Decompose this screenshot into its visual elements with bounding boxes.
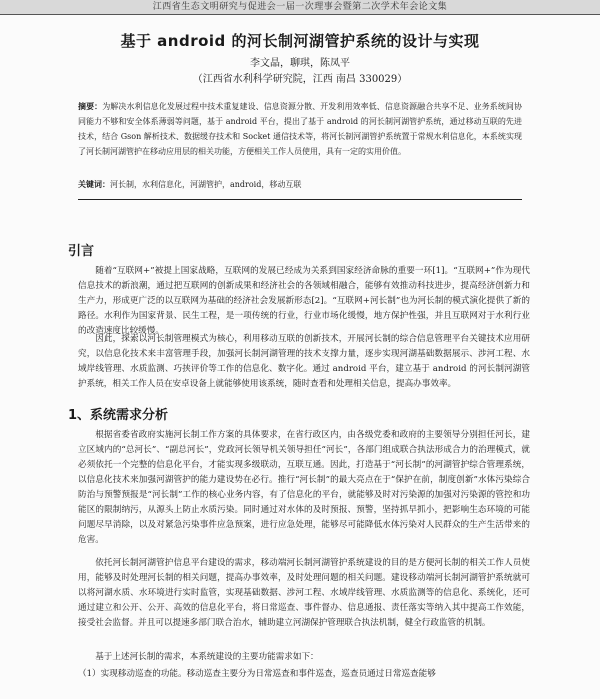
requirements-list-item-1: （1）实现移动巡查的功能。移动巡查主要分为日常巡查和事件巡查，巡查员通过日常巡查能够 bbox=[78, 669, 436, 679]
requirements-paragraph-2: 依托河长制河湖管护信息平台建设的需求，移动端河长制河湖管护系统建设的目的是方便河长制的相关工作人员使用，能够及时处理河长制的相关问题，提高办事效率，及时处理问题的相关问题。建设移动端河长制河湖管护系统就可以将河湖水质、水环境进行实时监管，实现基础数据、涉河工程、水域岸线管理、水质监测等的信息化、系统化，还可通过建立和公开、公开、高效的信息化平台，将日常巡查、事件督办、信息通报、责任落实等纳入其中提高工作效能，接受社会监督。并且可以提速多部门联合治水，辅助建立河湖保护管理联合执法机制，健全行政监管的机制。 bbox=[78, 558, 530, 628]
running-head: 江西省生态文明研究与促进会一届一次理事会暨第二次学术年会论文集 bbox=[0, 0, 600, 15]
abstract-text: 为解决水利信息化发展过程中技术重复建设、信息资源分散、开发利用效率低、信息资源融合共享不足、业务系统间协同能力不够和安全体系薄弱等问题，基于 android 平台，提出了基于 android 的河长制河湖管护系统，通过移动互联的先进技术，结合 Gson 解析技术、数据缓存技术和 Socket 通信技术等，将河长制河湖管护系统置于常规水利信息化，本系统实现了河长制河湖管护在移动应用层的相关功能，方便相关工作人员使用，具有一定的实用价值。 bbox=[78, 102, 523, 156]
keywords-text: 河长制，水利信息化，河湖管护，android，移动互联 bbox=[110, 180, 302, 189]
paper-title: 基于 android 的河长制河湖管护系统的设计与实现 bbox=[120, 32, 480, 50]
requirements-paragraph-1: 根据省委省政府实施河长制工作方案的具体要求，在省行政区内，由各级党委和政府的主要领导分别担任河长，建立区域内的“总河长”、“副总河长”，党政河长领导机关领导担任“河长”，各部门组成联合执法形成合力的治理模式，就必须依托一个完整的信息化平台，才能实现多级联动，互联互通。因此，打造基于“河长制”的河湖管护综合管理系统，以信息化技术来加强河湖管护的能力建设势在必行。推行“河长制”的最大亮点在于“保护在前，制度创新”水体污染综合防治与预警预报是“河长制”工作的核心业务内容，有了信息化的平台，就能够及时对污染源的加强对污染源的管控和功能区的限制纳污，从源头上防止水质污染。同时通过对水体的及时预报、预警，坚持抓早抓小，把影响生态环境的可能问题尽早消除，以及对紧急污染事件应急预案，进行应急处理，能够尽可能降低水体污染对人民群众的生产生活带来的危害。 bbox=[78, 430, 530, 545]
section-divider bbox=[78, 199, 522, 200]
abstract-label: 摘要： bbox=[78, 101, 103, 111]
intro-paragraph-1: 随着“互联网+”被提上国家战略，互联网的发展已经成为关系到国家经济命脉的重要一环[1]。“互联网+”作为现代信息技术的新浪潮，通过把互联网的创新成果和经济社会的各领域相融合，能够有效推动科技进步，提高经济创新力和生产力，形成更广泛的以互联网为基础的经济社会发展新形态[2]。“互联网+河长制”也为河长制的模式演化提供了新的路径。水利作为国家背景、民生工程，是一项传统的行业，行业市场化缓慢，地方保护性强，并且互联网对于水利行业的改造速度比较缓慢。 bbox=[78, 266, 530, 336]
keywords-block bbox=[78, 177, 522, 192]
affiliation: （江西省水利科学研究院，江西 南昌 330029） bbox=[192, 74, 408, 85]
author-list: 李文晶，聊琪，陈凤平 bbox=[250, 58, 350, 69]
heading-introduction: 引言 bbox=[68, 244, 95, 259]
intro-paragraph-2: 因此，探索以河长制管理模式为核心，利用移动互联的创新技术，开展河长制的综合信息管理平台关键技术应用研究，以信息化技术来丰富管理手段，加强河长制河湖管理的技术支撑力量，逐步实现河湖基础数据展示、涉河工程、水域岸线管理、水质监测、巧挟评价等工作的信息化、数字化。通过 android 平台，建立基于 android 的河长制河湖管护系统，相关工作人员在安卓设备上就能够使用该系统，随时查看和处理相关信息，提高办事效率。 bbox=[78, 334, 530, 389]
heading-section-1: 1、系统需求分析 bbox=[68, 408, 169, 423]
keywords-label: 关键词： bbox=[78, 179, 110, 189]
abstract-block bbox=[78, 99, 522, 159]
requirements-paragraph-3: 基于上述河长制的需求，本系统建设的主要功能需求如下： bbox=[95, 652, 319, 662]
